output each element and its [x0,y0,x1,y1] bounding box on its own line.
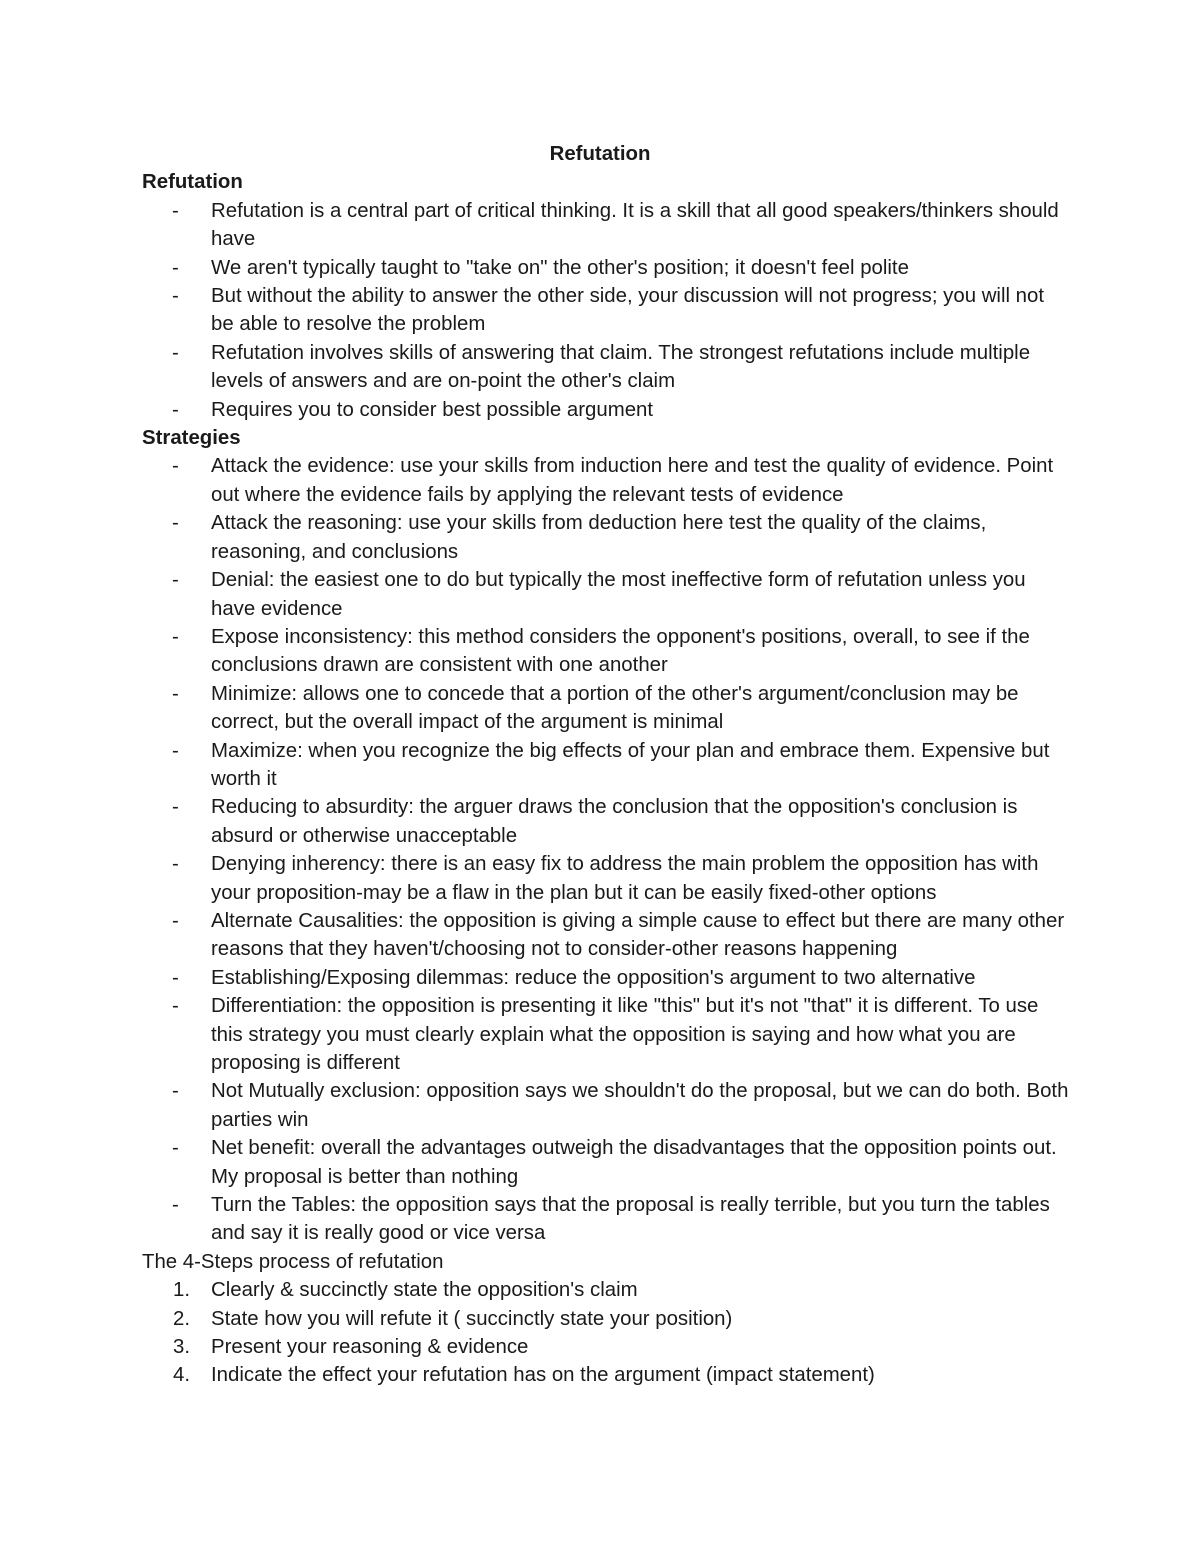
process-steps-list [142,1276,1072,1390]
step-item [142,1276,1072,1304]
dash-bullet: - [172,256,179,279]
list-item-text: Alternate Causalities: the opposition is giving a simple cause to effect but there are many other reasons that they haven't/choosing not to consider-other reasons happening [211,909,1065,961]
dash-bullet: - [172,199,179,222]
list-item-text: Net benefit: overall the advantages outweigh the disadvantages that the opposition points out. My proposal is better than nothing [211,1137,1057,1188]
step-number: 4. [173,1364,191,1387]
list-item-text: Reducing to absurdity: the arguer draws the conclusion that the opposition's conclusion is absurd or otherwise unacceptable [211,796,1018,847]
list-item-text: Minimize: allows one to concede that a portion of the other's argument/conclusion may be correct, but the overall impact of the argument is minimal [211,682,1019,734]
section-heading-process: The 4-Steps process of refutation [142,1250,444,1273]
step-text: Present your reasoning & evidence [211,1336,529,1359]
list-item [142,623,1072,680]
list-item [142,850,1072,907]
dash-bullet: - [172,1194,179,1217]
step-number: 2. [173,1307,191,1330]
dash-bullet: - [172,512,179,535]
dash-bullet: - [172,569,179,592]
section-heading-strategies: Strategies [142,427,241,450]
list-item [142,452,1072,509]
list-item [142,566,1072,623]
list-item-text: Differentiation: the opposition is presenting it like "this" but it's not "that" it is different. To use this strategy you must clearly explain what the opposition is saying and how what you are proposing is different [211,995,1039,1074]
list-item [142,793,1072,850]
list-item-text: Refutation is a central part of critical thinking. It is a skill that all good speakers/thinkers should have [211,199,1059,251]
dash-bullet: - [172,909,179,932]
list-item-text: Expose inconsistency: this method considers the opponent's positions, overall, to see if the conclusions drawn are consistent with one another [211,625,1030,677]
list-item [142,396,1072,424]
dash-bullet: - [172,455,179,478]
step-text: Clearly & succinctly state the opposition's claim [211,1279,638,1302]
strategies-list [142,452,1072,1247]
dash-bullet: - [172,796,179,819]
step-text: Indicate the effect your refutation has on the argument (impact statement) [211,1364,875,1387]
document-body [142,140,1072,1390]
list-item [142,737,1072,794]
step-number: 1. [173,1279,191,1302]
list-item [142,1077,1072,1134]
dash-bullet: - [172,625,179,648]
refutation-list [142,197,1072,424]
list-item [142,907,1072,964]
dash-bullet: - [172,682,179,705]
list-item-text: Not Mutually exclusion: opposition says we shouldn't do the proposal, but we can do both. Both parties win [211,1080,1069,1131]
list-item [142,282,1072,339]
list-item-text: Refutation involves skills of answering that claim. The strongest refutations include multiple levels of answers and are on-point the other's claim [211,341,1031,393]
dash-bullet: - [172,1080,179,1103]
dash-bullet: - [172,739,179,762]
list-item [142,964,1072,992]
step-item [142,1305,1072,1333]
list-item [142,992,1072,1077]
list-item [142,1191,1072,1248]
list-item-text: Denial: the easiest one to do but typically the most ineffective form of refutation unless you have evidence [211,569,1026,620]
list-item-text: We aren't typically taught to "take on" the other's position; it doesn't feel polite [211,256,909,279]
dash-bullet: - [172,995,179,1018]
list-item-text: Establishing/Exposing dilemmas: reduce the opposition's argument to two alternative [211,966,976,989]
dash-bullet: - [172,341,179,364]
list-item [142,509,1072,566]
list-item-text: Requires you to consider best possible argument [211,398,654,421]
list-item-text: But without the ability to answer the other side, your discussion will not progress; you will not be able to resolve the problem [211,285,1045,336]
step-text: State how you will refute it ( succinctly state your position) [211,1307,733,1330]
document-title: Refutation [549,143,651,165]
list-item [142,1134,1072,1191]
dash-bullet: - [172,398,179,421]
section-heading-refutation: Refutation [142,171,243,194]
dash-bullet: - [172,853,179,876]
list-item-text: Turn the Tables: the opposition says that the proposal is really terrible, but you turn the tables and say it is really good or vice versa [211,1194,1050,1245]
list-item [142,197,1072,254]
list-item [142,680,1072,737]
step-item [142,1361,1072,1389]
list-item-text: Attack the evidence: use your skills from induction here and test the quality of evidence. Point out where the evidence fails by applying the relevant tests of evidence [211,455,1054,506]
list-item [142,339,1072,396]
dash-bullet: - [172,966,179,989]
step-item [142,1333,1072,1361]
list-item-text: Attack the reasoning: use your skills from deduction here test the quality of the claims, reasoning, and conclusions [211,512,987,563]
list-item-text: Maximize: when you recognize the big effects of your plan and embrace them. Expensive but worth it [211,739,1050,790]
step-number: 3. [173,1336,191,1359]
dash-bullet: - [172,285,179,308]
list-item [142,254,1072,282]
list-item-text: Denying inherency: there is an easy fix to address the main problem the opposition has with your proposition-may be a flaw in the plan but it can be easily fixed-other options [211,853,1039,904]
dash-bullet: - [172,1137,179,1160]
